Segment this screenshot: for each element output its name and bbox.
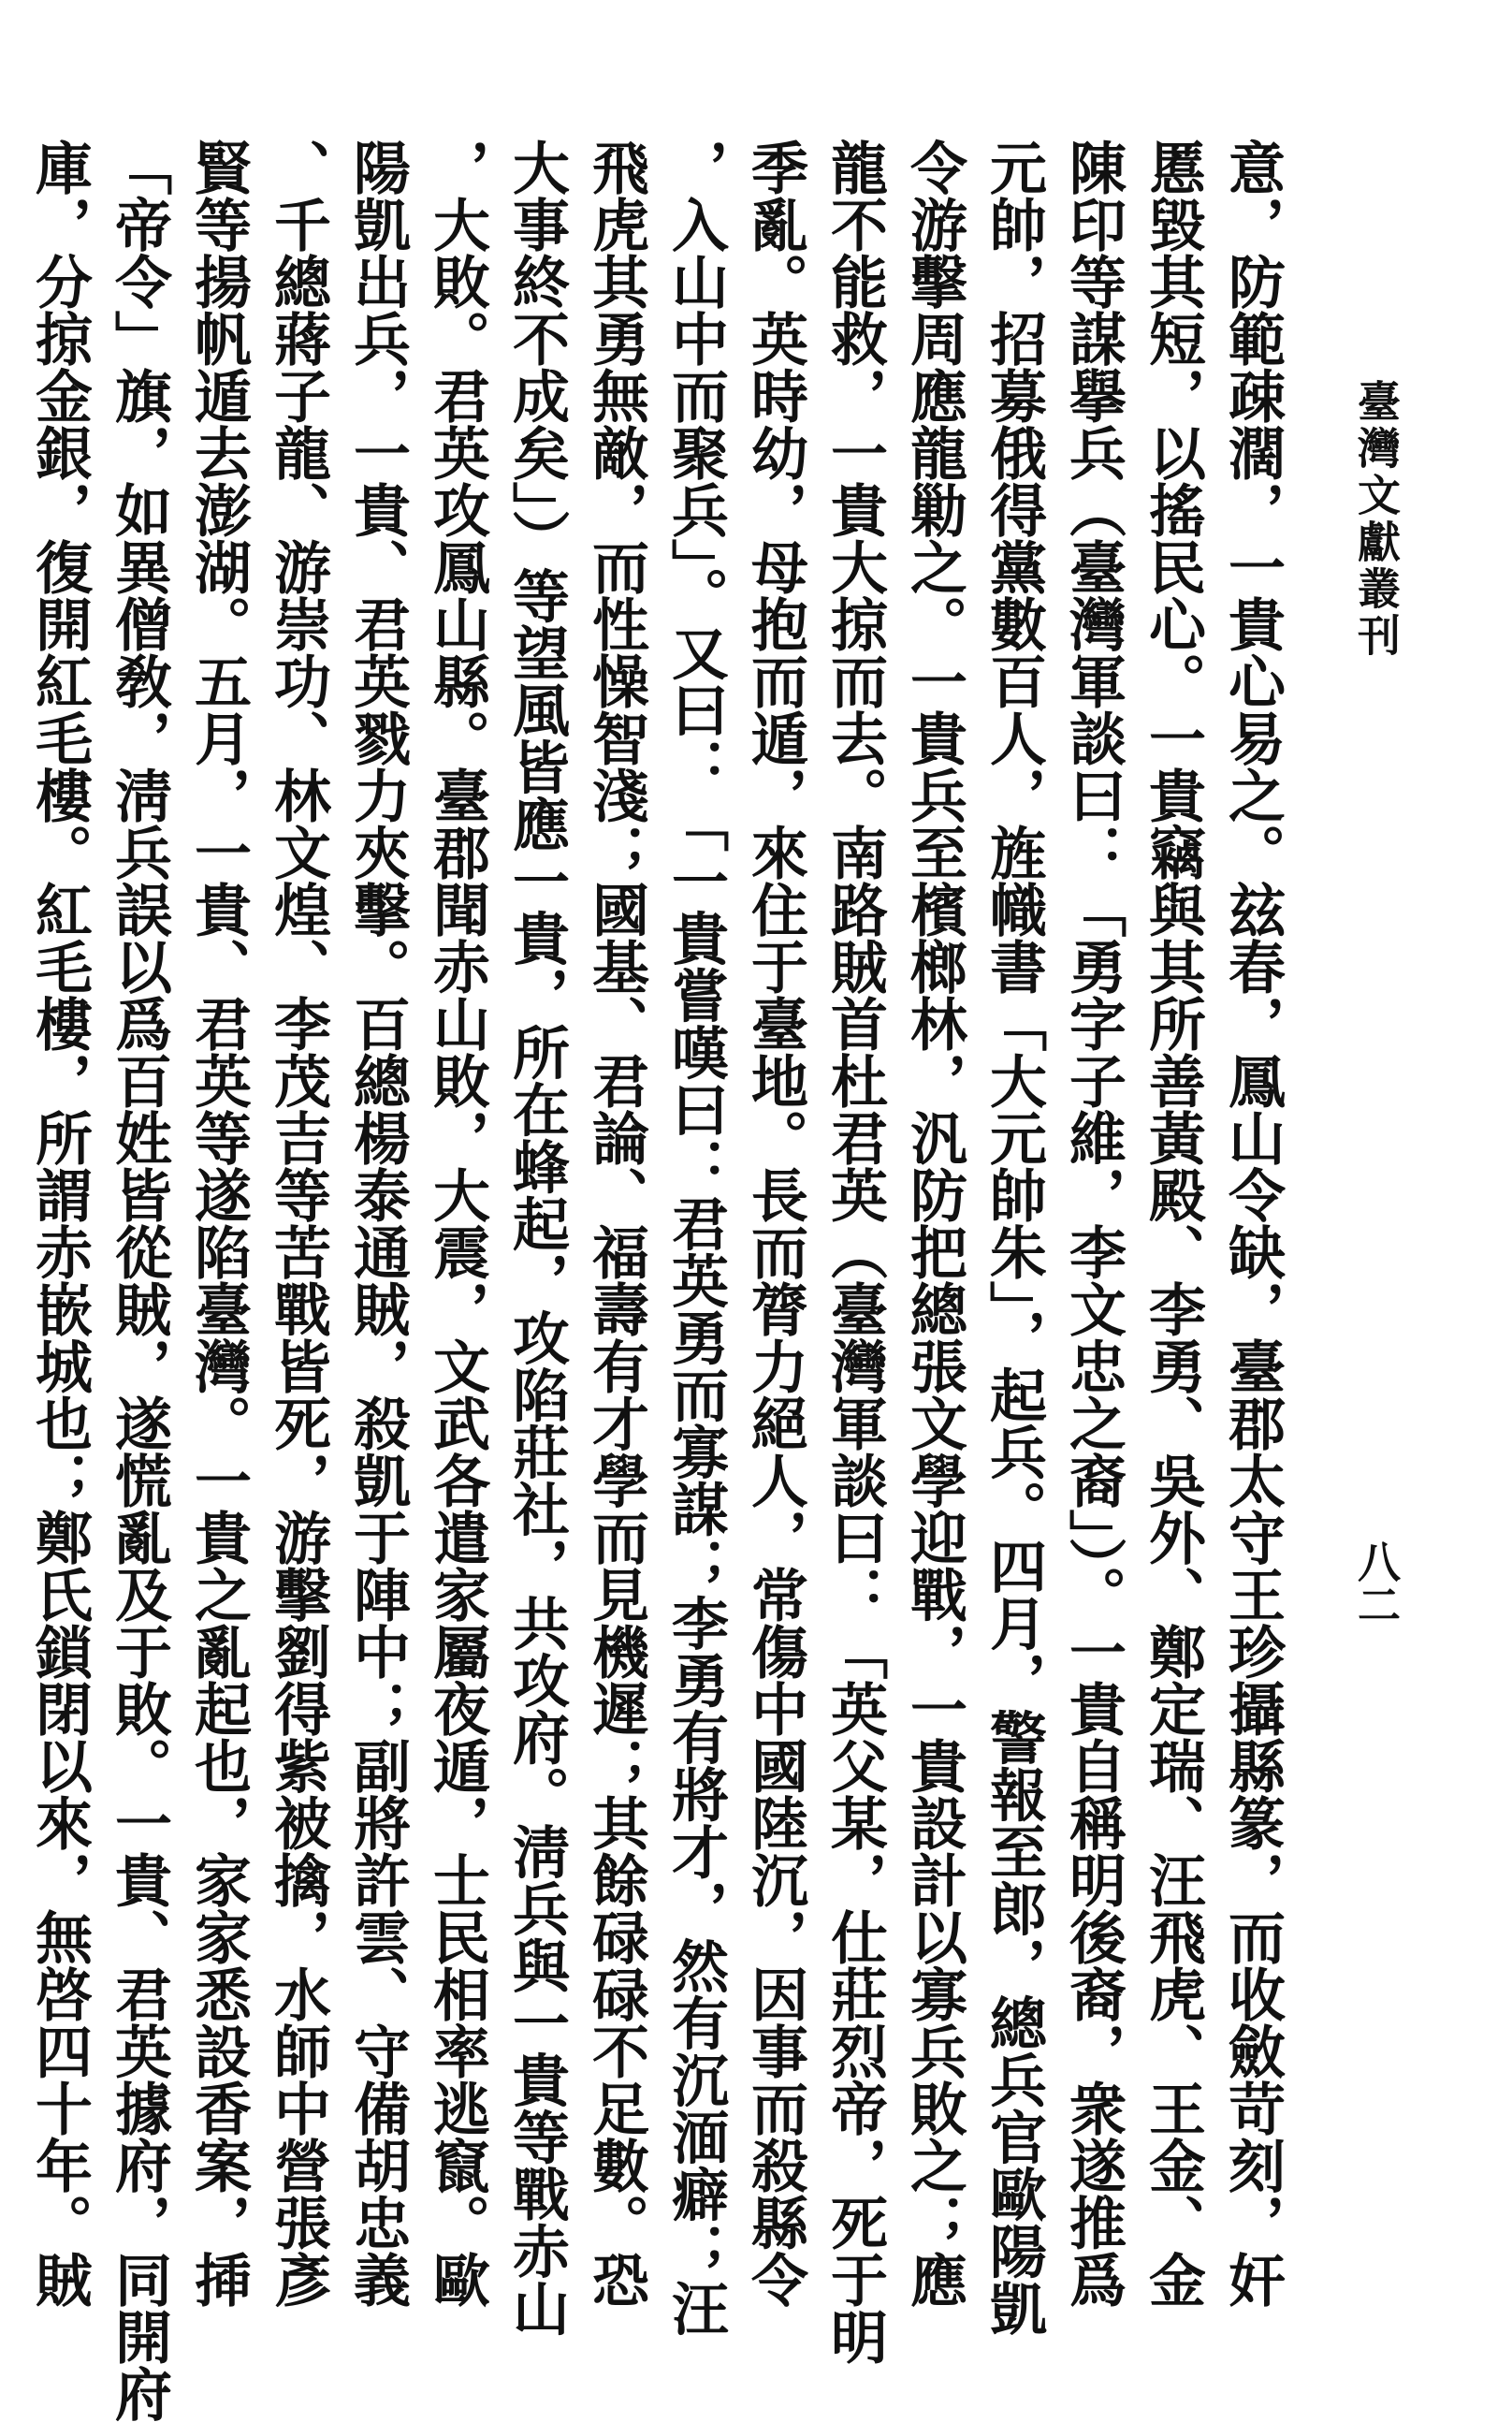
text-column: 陳印等謀擧兵（臺灣軍談曰：「勇字子維，李文忠之裔」）。一貴自稱明後裔，衆遂推爲	[1060, 139, 1127, 2308]
body-text	[20, 139, 1292, 2422]
text-column: 飛虎其勇無敵，而性懆智淺；國基、君論、福壽有才學而見機遲；其餘碌碌不足數。恐	[583, 139, 649, 2308]
text-column: 季亂。英時幼，母抱而遁，來住于臺地。長而膂力絕人，常傷中國陸沉，因事而殺縣令	[742, 139, 808, 2308]
text-column: 庫，分掠金銀，復開紅毛樓。紅毛樓，所謂赤嵌城也；鄭氏鎖閉以來，無啓四十年。賊	[26, 139, 93, 2308]
text-column: 賢等揚帆遁去澎湖。五月，一貴、君英等遂陷臺灣。一貴之亂起也，家家悉設香案，揷	[185, 139, 252, 2308]
text-column: 陽凱出兵，一貴、君英戮力夾擊。百總楊泰通賊，殺凱于陣中；副將許雲、守備胡忠義	[344, 139, 411, 2308]
page-number: 八二	[1351, 1539, 1402, 1626]
text-column: 大事終不成矣」）等望風皆應一貴，所在蜂起，攻陷莊社，共攻府。淸兵與一貴等戰赤山	[503, 139, 570, 2337]
text-column: 意，防範疎濶，一貴心易之。玆春，鳳山令缺，臺郡太守王珍攝縣篆，而收斂苛刻，奸	[1219, 139, 1286, 2308]
text-column: ，入山中而聚兵」。又曰：「一貴嘗嘆曰：君英勇而寡謀；李勇有將才，然有沉湎癖；汪	[662, 139, 729, 2337]
text-column: 慝毀其短，以搖民心。一貴竊與其所善黃殿、李勇、吳外、鄭定瑞、汪飛虎、王金、金	[1140, 139, 1206, 2308]
text-column: 「帝令」旗，如異僧敎，淸兵誤以爲百姓皆從賊，遂慌亂及于敗。一貴、君英據府，同開府	[106, 139, 172, 2422]
text-column: 令游擊周應龍勦之。一貴兵至檳榔林，汎防把總張文學迎戰，一貴設計以寡兵敗之；應	[901, 139, 967, 2308]
text-column: 龍不能救，一貴大掠而去。南路賊首杜君英（臺灣軍談曰：「英父某，仕莊烈帝，死于明	[821, 139, 888, 2365]
text-column: 、千總蔣子龍、游崇功、林文煌、李茂吉等苦戰皆死，游擊劉得紫被擒，水師中營張彥	[265, 139, 331, 2308]
text-column: 元帥，招募俄得黨數百人，旌幟書「大元帥朱」，起兵。四月，警報至郎，總兵官歐陽凱	[981, 139, 1047, 2337]
text-column: ，大敗。君英攻鳳山縣。臺郡聞赤山敗，大震，文武各遣家屬夜遁，士民相率逃竄。歐	[424, 139, 490, 2308]
running-title: 臺灣文獻叢刊	[1351, 379, 1402, 660]
